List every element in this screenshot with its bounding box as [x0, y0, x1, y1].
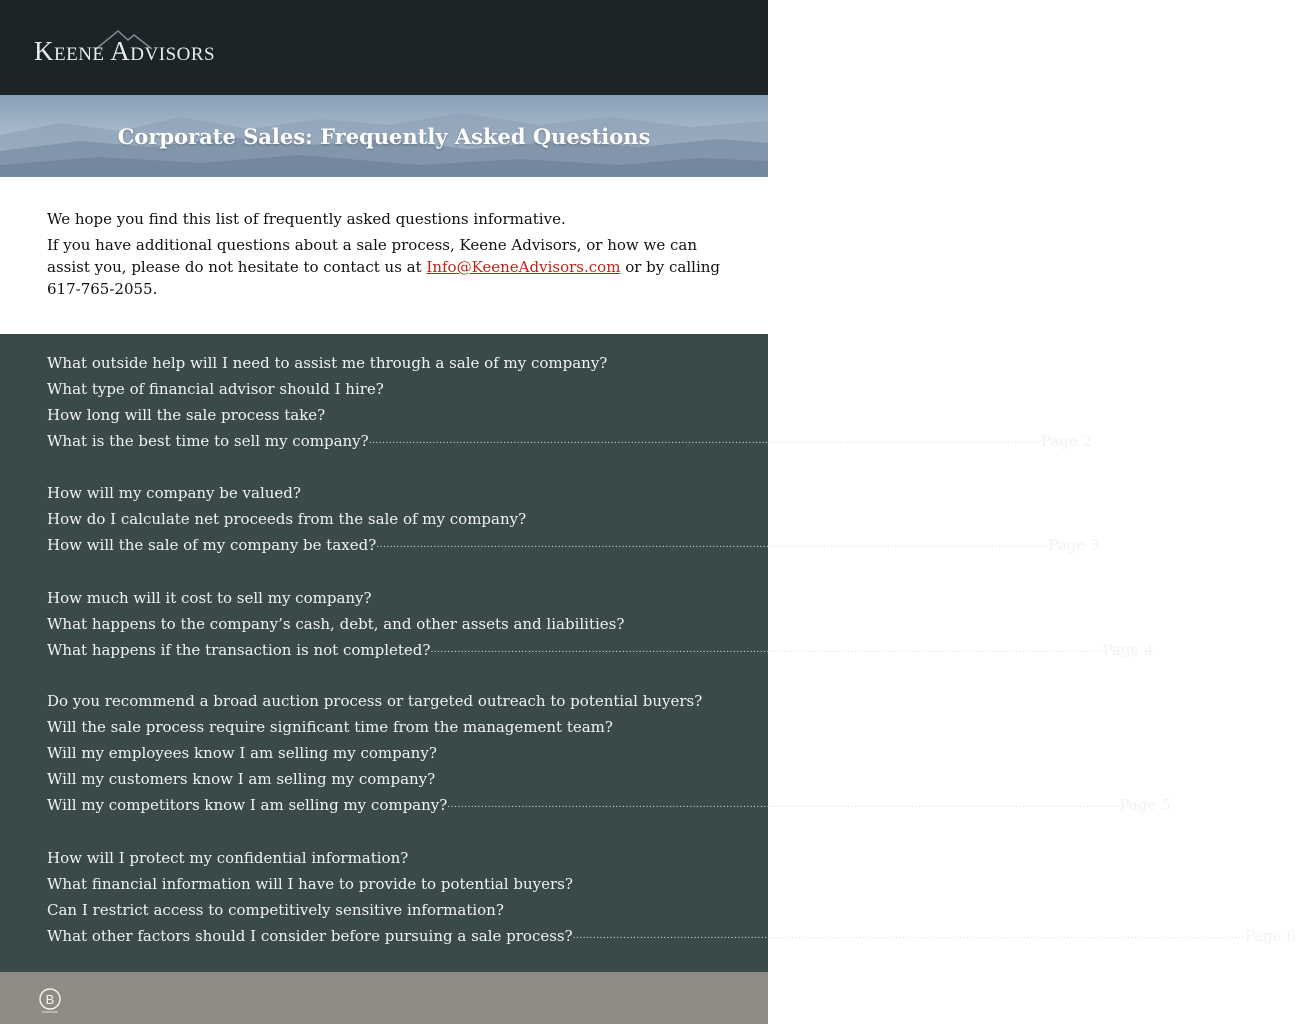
faq-group-5 [47, 845, 1296, 949]
question-item[interactable]: Will the sale process require significant time from the management team? [47, 718, 613, 736]
header [0, 0, 768, 95]
question-item[interactable]: What outside help will I need to assist me through a sale of my company? [47, 354, 608, 372]
question-item[interactable]: How do I calculate net proceeds from the sale of my company? [47, 510, 527, 528]
question-item[interactable]: How long will the sale process take? [47, 406, 326, 424]
question-text: What other factors should I consider before pursuing a sale process? [47, 927, 573, 945]
email-link[interactable]: Info@KeeneAdvisors.com [426, 258, 621, 276]
question-text: What happens if the transaction is not completed? [47, 641, 431, 659]
brand-name: Keene Advisors [34, 36, 216, 66]
faq-group-2 [47, 480, 1100, 558]
faq-table-of-contents [0, 334, 1296, 972]
dot-leader: ........................................................................................................................................................................................................ [447, 800, 1120, 810]
footer [0, 972, 768, 1024]
question-item[interactable]: What type of financial advisor should I hire? [47, 380, 384, 398]
faq-group-1 [47, 350, 1093, 454]
question-text: How will the sale of my company be taxed? [47, 536, 377, 554]
dot-leader: ........................................................................................................................................................................................................ [376, 540, 1049, 550]
page-reference[interactable]: Page 6 [1244, 927, 1296, 945]
intro-text-after: or by calling 617-765-2055. [47, 258, 721, 298]
question-item[interactable]: Do you recommend a broad auction process or targeted outreach to potential buyers? [47, 692, 703, 710]
page-reference[interactable]: Page 5 [1119, 796, 1171, 814]
page-reference[interactable]: Page 3 [1048, 536, 1100, 554]
b-corp-letter: B [45, 992, 55, 1007]
faq-group-3 [47, 585, 1154, 663]
dot-leader: ........................................................................................................................................................................................................ [368, 436, 1041, 446]
question-item-with-page[interactable] [47, 428, 1093, 454]
page-reference[interactable]: Page 2 [1040, 432, 1093, 450]
question-item-with-page[interactable] [47, 792, 1171, 818]
question-item[interactable]: Will my customers know I am selling my company? [47, 770, 436, 788]
question-item[interactable]: How much will it cost to sell my company? [47, 589, 372, 607]
page-title: Corporate Sales: Frequently Asked Questions [117, 123, 651, 149]
page-reference[interactable]: Page 4 [1102, 641, 1154, 659]
question-item-with-page[interactable] [47, 923, 1296, 949]
faq-group-4 [47, 688, 1171, 818]
question-item-with-page[interactable] [47, 532, 1100, 558]
question-item[interactable]: Will my employees know I am selling my company? [47, 744, 437, 762]
title-banner [0, 95, 768, 177]
question-text: What is the best time to sell my company? [47, 432, 369, 450]
dot-leader: ........................................................................................................................................................................................................ [572, 931, 1245, 941]
question-item[interactable]: How will my company be valued? [47, 484, 301, 502]
intro-line-1: We hope you find this list of frequently asked questions informative. [47, 210, 566, 228]
question-item[interactable]: What financial information will I have to provide to potential buyers? [47, 875, 573, 893]
question-text: Will my competitors know I am selling my company? [47, 796, 448, 814]
question-item[interactable]: What happens to the company’s cash, debt, and other assets and liabilities? [47, 615, 625, 633]
intro-line-2 [47, 234, 727, 300]
question-item[interactable]: How will I protect my confidential information? [47, 849, 409, 867]
question-item-with-page[interactable] [47, 637, 1154, 663]
b-corp-icon[interactable] [36, 984, 64, 1014]
intro-text-before: If you have additional questions about a sale process, Keene Advisors, or how we can assist you, please do not hesitate to contact us at [47, 236, 697, 276]
dot-leader: ........................................................................................................................................................................................................ [430, 645, 1103, 655]
intro-section [47, 208, 727, 304]
question-item[interactable]: Can I restrict access to competitively sensitive information? [47, 901, 504, 919]
